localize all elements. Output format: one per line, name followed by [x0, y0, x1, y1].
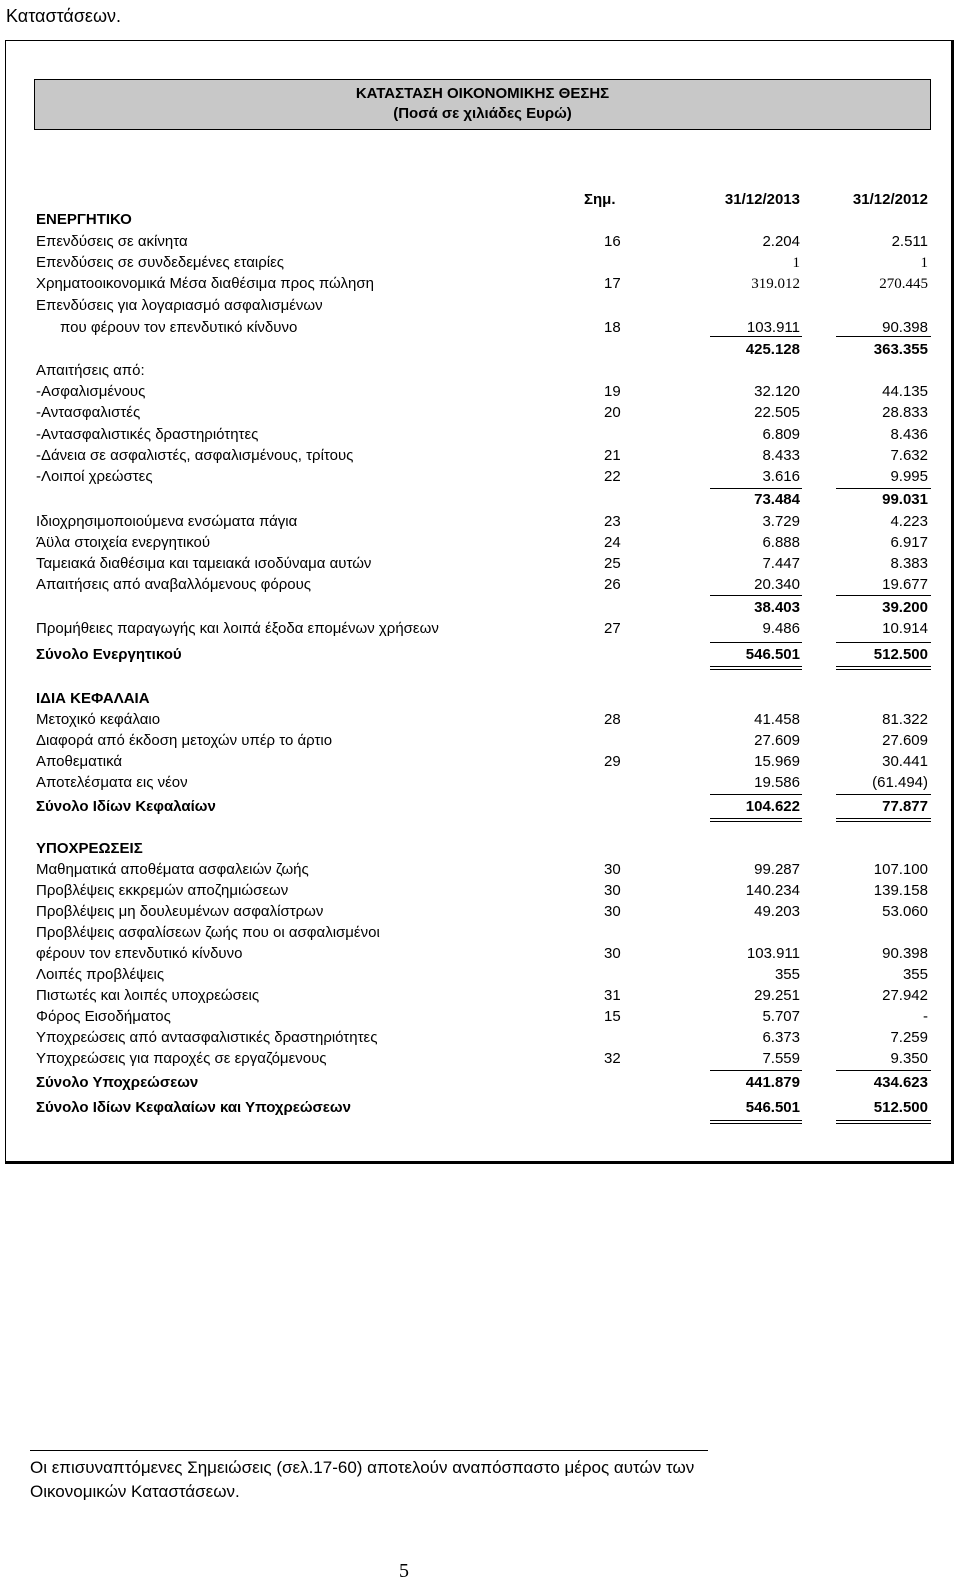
- value-2013: 32.120: [754, 383, 800, 400]
- value-2013: 355: [774, 966, 800, 983]
- value-2013: 20.340: [754, 576, 800, 593]
- sum-rule: [836, 595, 931, 596]
- row-label: Μετοχικό κεφάλαιο: [36, 711, 161, 728]
- page-number: 5: [399, 1560, 409, 1582]
- row-label: Σύνολο Ιδίων Κεφαλαίων και Υποχρεώσεων: [36, 1099, 351, 1116]
- year-2013-header: 31/12/2013: [724, 191, 800, 208]
- table-row: [0, 645, 960, 665]
- table-row: [0, 512, 960, 532]
- row-label: -Αντασφαλιστικές δραστηριότητες: [36, 426, 259, 443]
- value-2012: 19.677: [882, 576, 928, 593]
- row-label: ΥΠΟΧΡΕΩΣΕΙΣ: [36, 840, 143, 857]
- row-note-ref: 28: [604, 711, 621, 728]
- value-2012: 10.914: [882, 620, 928, 637]
- table-row: [0, 710, 960, 730]
- value-2012: 30.441: [882, 753, 928, 770]
- table-row: [0, 340, 960, 360]
- table-row: [0, 1028, 960, 1048]
- value-2012: 53.060: [882, 903, 928, 920]
- row-note-ref: 29: [604, 753, 621, 770]
- value-2013: 7.447: [762, 555, 800, 572]
- row-note-ref: 30: [604, 882, 621, 899]
- value-2013: 140.234: [745, 882, 800, 899]
- value-2013: 6.888: [762, 534, 800, 551]
- table-row: [0, 274, 960, 294]
- table-row: [0, 797, 960, 817]
- table-row: [0, 923, 960, 943]
- statement-title-box: [34, 79, 931, 130]
- row-label: Πιστωτές και λοιπές υποχρεώσεις: [36, 987, 260, 1004]
- value-2012: 2.511: [891, 233, 928, 250]
- table-row: [0, 1007, 960, 1027]
- row-label: Λοιπές προβλέψεις: [36, 966, 165, 983]
- sum-rule: [836, 794, 931, 795]
- sum-rule: [710, 794, 802, 795]
- value-2012: 355: [902, 966, 928, 983]
- value-2012: 77.877: [882, 798, 928, 815]
- value-2012: 90.398: [882, 319, 928, 336]
- row-note-ref: 22: [604, 468, 621, 485]
- table-row: [0, 467, 960, 487]
- value-2012: 107.100: [873, 861, 928, 878]
- value-2013: 103.911: [746, 945, 800, 962]
- row-note-ref: 16: [604, 233, 621, 250]
- statement-subtitle: (Ποσά σε χιλιάδες Ευρώ): [393, 105, 572, 122]
- value-2012: 270.445: [879, 276, 928, 292]
- row-note-ref: 15: [604, 1008, 621, 1025]
- sum-rule: [710, 666, 802, 670]
- sum-rule: [710, 595, 802, 596]
- row-note-ref: 24: [604, 534, 621, 551]
- table-row: [0, 361, 960, 381]
- value-2012: 9.995: [890, 468, 928, 485]
- row-label: Επενδύσεις σε ακίνητα: [36, 233, 188, 250]
- table-row: [0, 839, 960, 859]
- table-row: [0, 490, 960, 510]
- table-row: [0, 619, 960, 639]
- row-label: Απαιτήσεις από αναβαλλόμενους φόρους: [36, 576, 312, 593]
- table-row: [0, 773, 960, 793]
- sum-rule: [710, 1120, 802, 1124]
- table-row: [0, 689, 960, 709]
- row-note-ref: 30: [604, 903, 621, 920]
- value-2013: 3.616: [762, 468, 800, 485]
- value-2013: 38.403: [754, 599, 800, 616]
- value-2013: 2.204: [762, 233, 800, 250]
- value-2012: 434.623: [873, 1074, 928, 1091]
- value-2012: 9.350: [890, 1050, 928, 1067]
- value-2013: 49.203: [754, 903, 800, 920]
- row-note-ref: 19: [604, 383, 621, 400]
- value-2012: 8.383: [890, 555, 928, 572]
- value-2012: 1: [920, 255, 928, 271]
- value-2013: 546.501: [745, 1099, 800, 1116]
- note-header: Σημ.: [584, 191, 616, 208]
- row-note-ref: 32: [604, 1050, 621, 1067]
- row-label: Υποχρεώσεις για παροχές σε εργαζόμενους: [36, 1050, 327, 1067]
- row-label: -Αντασφαλιστές: [36, 404, 141, 421]
- value-2013: 22.505: [754, 404, 800, 421]
- row-note-ref: 23: [604, 513, 621, 530]
- sum-rule: [710, 488, 802, 489]
- table-row: [0, 1049, 960, 1069]
- row-label: Διαφορά από έκδοση μετοχών υπέρ το άρτιο: [36, 732, 333, 749]
- sum-rule: [836, 336, 931, 337]
- row-label: -Λοιποί χρεώστες: [36, 468, 153, 485]
- value-2013: 27.609: [754, 732, 800, 749]
- row-label: που φέρουν τον επενδυτικό κίνδυνο: [60, 319, 298, 336]
- row-label: Σύνολο Ενεργητικού: [36, 646, 182, 663]
- value-2013: 15.969: [754, 753, 800, 770]
- table-row: [0, 902, 960, 922]
- row-label: -Ασφαλισμένους: [36, 383, 146, 400]
- value-2012: 512.500: [873, 1099, 928, 1116]
- row-label: Άϋλα στοιχεία ενεργητικού: [36, 534, 211, 551]
- row-note-ref: 25: [604, 555, 621, 572]
- row-label: Ιδιοχρησιμοποιούμενα ενσώματα πάγια: [36, 513, 298, 530]
- row-label: ΕΝΕΡΓΗΤΙΚΟ: [36, 211, 132, 228]
- value-2013: 6.809: [762, 426, 800, 443]
- value-2012: -: [923, 1008, 928, 1025]
- row-label: Επενδύσεις για λογαριασμό ασφαλισμένων: [36, 297, 323, 314]
- row-note-ref: 30: [604, 861, 621, 878]
- row-label: Προβλέψεις ασφαλίσεων ζωής που οι ασφαλισμένοι: [36, 924, 380, 941]
- table-row: [0, 575, 960, 595]
- value-2013: 8.433: [762, 447, 800, 464]
- table-row: [0, 210, 960, 230]
- row-label: Προβλέψεις εκκρεμών αποζημιώσεων: [36, 882, 289, 899]
- table-row: [0, 598, 960, 618]
- value-2012: 27.609: [882, 732, 928, 749]
- table-row: [0, 1073, 960, 1093]
- table-row: [0, 296, 960, 316]
- row-label: Μαθηματικά αποθέματα ασφαλειών ζωής: [36, 861, 309, 878]
- value-2013: 41.458: [754, 711, 800, 728]
- preceding-text: Καταστάσεων.: [6, 6, 122, 26]
- year-2012-header: 31/12/2012: [852, 191, 928, 208]
- table-row: [0, 425, 960, 445]
- value-2012: (61.494): [872, 774, 928, 791]
- sum-rule: [836, 1120, 931, 1124]
- row-label: ΙΔΙΑ ΚΕΦΑΛΑΙΑ: [36, 690, 150, 707]
- row-label: φέρουν τον επενδυτικό κίνδυνο: [36, 945, 243, 962]
- row-note-ref: 31: [604, 987, 621, 1004]
- row-label: Σύνολο Υποχρεώσεων: [36, 1074, 199, 1091]
- value-2013: 1: [792, 255, 800, 271]
- value-2012: 99.031: [882, 491, 928, 508]
- row-label: Προμήθειες παραγωγής και λοιπά έξοδα επομένων χρήσεων: [36, 620, 439, 637]
- row-note-ref: 27: [604, 620, 621, 637]
- value-2013: 7.559: [762, 1050, 800, 1067]
- value-2013: 319.012: [751, 276, 800, 292]
- table-row: [0, 533, 960, 553]
- sum-rule: [710, 1070, 802, 1071]
- value-2013: 99.287: [754, 861, 800, 878]
- statement-title: ΚΑΤΑΣΤΑΣΗ ΟΙΚΟΝΟΜΙΚΗΣ ΘΕΣΗΣ: [355, 85, 610, 102]
- sum-rule: [710, 336, 802, 337]
- value-2013: 103.911: [746, 319, 800, 336]
- value-2013: 19.586: [754, 774, 800, 791]
- value-2013: 3.729: [762, 513, 800, 530]
- table-row: [0, 232, 960, 252]
- value-2013: 6.373: [762, 1029, 800, 1046]
- table-row: [0, 986, 960, 1006]
- value-2012: 27.942: [882, 987, 928, 1004]
- table-row: [0, 965, 960, 985]
- value-2013: 29.251: [754, 987, 800, 1004]
- table-row: [0, 382, 960, 402]
- row-note-ref: 17: [604, 275, 621, 292]
- value-2013: 73.484: [754, 491, 800, 508]
- value-2013: 9.486: [762, 620, 800, 637]
- value-2012: 7.259: [890, 1029, 928, 1046]
- row-note-ref: 20: [604, 404, 621, 421]
- column-header-row: [0, 190, 960, 210]
- row-label: Σύνολο Ιδίων Κεφαλαίων: [36, 798, 216, 815]
- value-2012: 44.135: [882, 383, 928, 400]
- sum-rule: [710, 642, 802, 643]
- table-row: [0, 944, 960, 964]
- sum-rule: [836, 666, 931, 670]
- table-row: [0, 318, 960, 338]
- value-2012: 6.917: [890, 534, 928, 551]
- row-label: Επενδύσεις σε συνδεδεμένες εταιρίες: [36, 254, 285, 271]
- row-note-ref: 30: [604, 945, 621, 962]
- value-2012: 28.833: [882, 404, 928, 421]
- value-2012: 4.223: [890, 513, 928, 530]
- row-label: Αποθεματικά: [36, 753, 123, 770]
- row-label: -Δάνεια σε ασφαλιστές, ασφαλισμένους, τρίτους: [36, 447, 354, 464]
- table-row: [0, 554, 960, 574]
- value-2012: 8.436: [890, 426, 928, 443]
- table-row: [0, 860, 960, 880]
- row-note-ref: 26: [604, 576, 621, 593]
- table-row: [0, 1098, 960, 1118]
- value-2012: 39.200: [882, 599, 928, 616]
- row-label: Φόρος Εισοδήματος: [36, 1008, 171, 1025]
- sum-rule: [836, 818, 931, 822]
- value-2013: 104.622: [745, 798, 800, 815]
- value-2012: 81.322: [882, 711, 928, 728]
- value-2012: 139.158: [873, 882, 928, 899]
- row-label: Απαιτήσεις από:: [36, 362, 145, 379]
- sum-rule: [710, 818, 802, 822]
- footnote-rule: [30, 1450, 708, 1451]
- table-row: [0, 253, 960, 273]
- value-2013: 425.128: [745, 341, 800, 358]
- value-2013: 5.707: [762, 1008, 800, 1025]
- row-label: Αποτελέσματα εις νέον: [36, 774, 188, 791]
- sum-rule: [836, 1070, 931, 1071]
- value-2012: 512.500: [873, 646, 928, 663]
- value-2012: 90.398: [882, 945, 928, 962]
- sum-rule: [836, 488, 931, 489]
- row-note-ref: 21: [604, 447, 621, 464]
- table-row: [0, 752, 960, 772]
- value-2012: 363.355: [873, 341, 928, 358]
- row-note-ref: 18: [604, 319, 621, 336]
- row-label: Ταμειακά διαθέσιμα και ταμειακά ισοδύναμα αυτών: [36, 555, 372, 572]
- table-row: [0, 731, 960, 751]
- row-label: Χρηματοοικονομικά Μέσα διαθέσιμα προς πώληση: [36, 275, 374, 292]
- table-row: [0, 403, 960, 423]
- table-row: [0, 446, 960, 466]
- row-label: Προβλέψεις μη δουλευμένων ασφαλίστρων: [36, 903, 324, 920]
- value-2013: 441.879: [745, 1074, 800, 1091]
- sum-rule: [836, 642, 931, 643]
- table-row: [0, 881, 960, 901]
- value-2013: 546.501: [745, 646, 800, 663]
- row-label: Υποχρεώσεις από αντασφαλιστικές δραστηριότητες: [36, 1029, 378, 1046]
- footnote: Οι επισυναπτόμενες Σημειώσεις (σελ.17-60) αποτελούν αναπόσπαστο μέρος αυτών των Οικονομικών Καταστάσεων.: [30, 1458, 695, 1501]
- value-2012: 7.632: [890, 447, 928, 464]
